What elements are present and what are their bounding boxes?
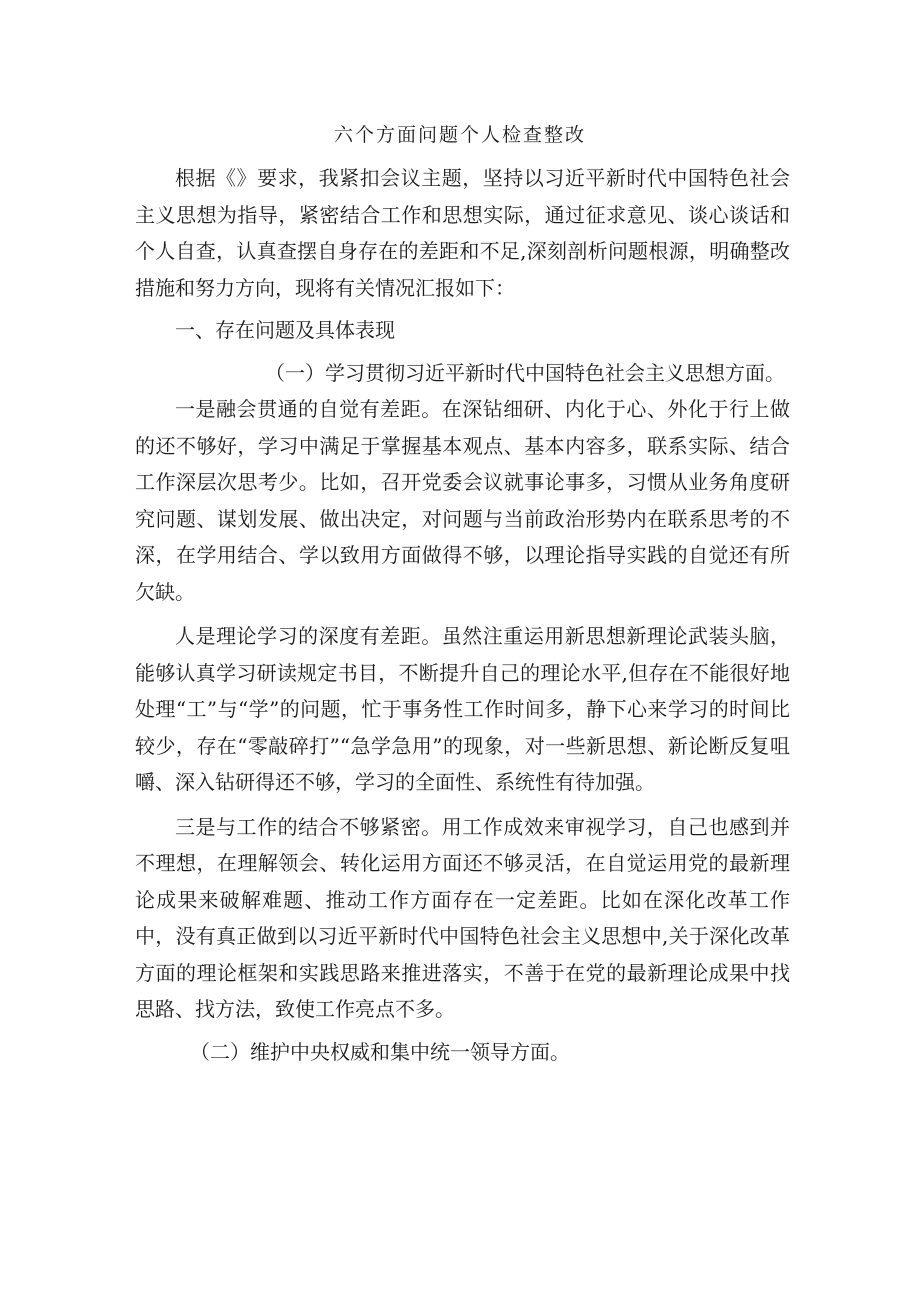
paragraph-point-1: 一是融会贯通的自觉有差距。在深钻细研、内化于心、外化于行上做的还不够好，学习中满足于掌握基本观点、基本内容多，联系实际、结合工作深层次思考少。比如，召开党委会议就事论事多，习惯从业务角度研究问题、谋划发展、做出决定，对问题与当前政治形势内在联系思考的不深，在学用结合、学以致用方面做得不够，以理论指导实践的自觉还有所欠缺。 xyxy=(135,397,790,604)
paragraph-point-3: 三是与工作的结合不够紧密。用工作成效来审视学习，自己也感到并不理想，在理解领会、转化运用方面还不够灵活，在自觉运用党的最新理论成果来破解难题、推动工作方面存在一定差距。比如在深化改革工作中，没有真正做到以习近平新时代中国特色社会主义思想中,关于深化改革方面的理论框架和实践思路来推进落实，不善于在党的最新理论成果中找思路、找方法，致使工作亮点不多。 xyxy=(135,814,790,1021)
subsection-heading-2: （二）维护中央权威和集中统一领导方面。 xyxy=(190,1039,570,1064)
document-title: 六个方面问题个人检查整改 xyxy=(333,124,586,146)
document-body xyxy=(135,160,790,1070)
paragraph-point-2: 人是理论学习的深度有差距。虽然注重运用新思想新理论武装头脑，能够认真学习研读规定书目，不断提升自己的理论水平,但存在不能很好地处理“工”与“学”的问题，忙于事务性工作时间多，静下心来学习的时间比较少，存在“零敲碎打”“急学急用”的现象，对一些新思想、新论断反复咀嚼、深入钻研得还不够，学习的全面性、系统性有待加强。 xyxy=(135,624,790,794)
section-heading-1: 一、存在问题及具体表现 xyxy=(175,318,395,342)
subsection-heading-1: （一）学习贯彻习近平新时代中国特色社会主义思想方面。 xyxy=(265,360,785,385)
intro-paragraph: 根据《》要求，我紧扣会议主题，坚持以习近平新时代中国特色社会主义思想为指导，紧密结合工作和思想实际，通过征求意见、谈心谈话和个人自查，认真查摆自身存在的差距和不足,深刻剖析问题根源，明确整改措施和努力方向，现将有关情况汇报如下： xyxy=(135,166,790,300)
